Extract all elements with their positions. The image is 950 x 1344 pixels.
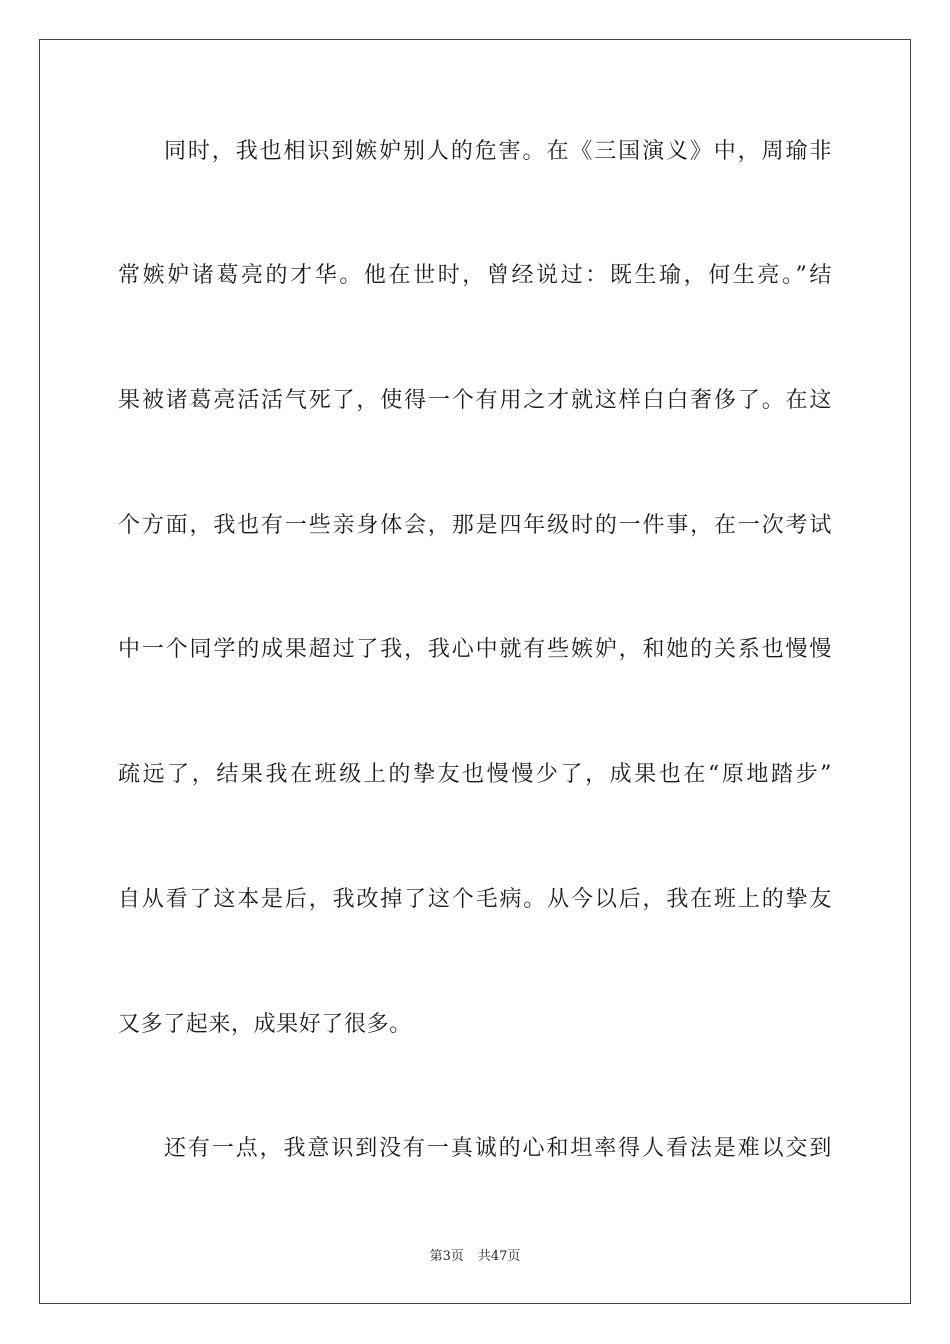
page-border — [39, 39, 911, 1304]
paragraph-2-line-1: 还有一点，我意识到没有一真诚的心和坦率得人看法是难以交到 — [164, 1136, 832, 1161]
paragraph-1-line-2: 常嫉妒诸葛亮的才华。他在世时，曾经说过：既生瑜，何生亮。”结 — [118, 263, 832, 288]
page-total: 共47页 — [477, 1249, 521, 1264]
paragraph-1-line-1: 同时，我也相识到嫉妒别人的危害。在《三国演义》中，周瑜非 — [164, 139, 832, 164]
paragraph-1-line-7: 自从看了这本是后，我改掉了这个毛病。从今以后，我在班上的挚友 — [118, 887, 832, 912]
paragraph-1-line-6: 疏远了，结果我在班级上的挚友也慢慢少了，成果也在“原地踏步” — [118, 762, 832, 787]
page-number: 第3页 — [429, 1249, 464, 1264]
paragraph-1-line-3: 果被诸葛亮活活气死了，使得一个有用之才就这样白白奢侈了。在这 — [118, 388, 832, 413]
paragraph-1-line-8: 又多了起来，成果好了很多。 — [118, 1012, 412, 1037]
paragraph-1-line-5: 中一个同学的成果超过了我，我心中就有些嫉妒，和她的关系也慢慢 — [118, 637, 832, 662]
paragraph-1-line-4: 个方面，我也有一些亲身体会，那是四年级时的一件事，在一次考试 — [118, 513, 832, 538]
page-footer — [0, 1248, 950, 1266]
